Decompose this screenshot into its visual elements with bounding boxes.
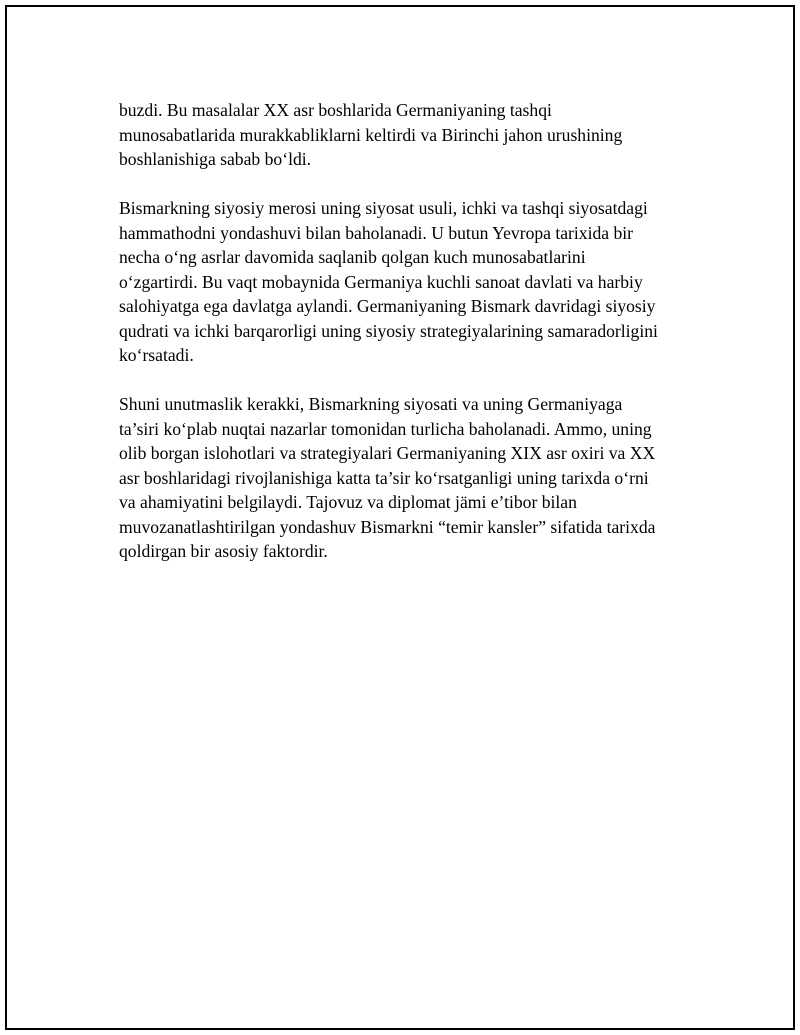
- text-line: asr boshlaridagi rivojlanishiga katta ta’sir ko‘rsatganligi uning tarixda o‘rni: [119, 467, 649, 488]
- paragraph-2: [119, 196, 709, 368]
- paragraph-3: [119, 392, 709, 564]
- text-line: boshlanishiga sabab bo‘ldi.: [119, 149, 312, 169]
- text-line: munosabatlarida murakkabliklarni keltirdi va Birinchi jahon urushining: [119, 124, 623, 145]
- text-line: salohiyatga ega davlatga aylandi. Germaniyaning Bismark davridagi siyosiy: [119, 296, 656, 316]
- document-body: [119, 98, 709, 588]
- text-line: muvozanatlashtirilgan yondashuv Bismarkni “temir kansler” sifatida tarixda: [119, 516, 656, 537]
- text-line: ko‘rsatadi.: [119, 345, 194, 365]
- text-line: o‘zgartirdi. Bu vaqt mobaynida Germaniya kuchli sanoat davlati va harbiy: [119, 271, 643, 292]
- paragraph-1: [119, 98, 709, 172]
- text-line: Shuni unutmaslik kerakki, Bismarkning siyosati va uning Germaniyaga: [119, 394, 623, 414]
- text-line: olib borgan islohotlari va strategiyalari Germaniyaning XIX asr oxiri va XX: [119, 443, 656, 463]
- text-line: qudrati va ichki barqarorligi uning siyosiy strategiyalarining samaradorligini: [119, 320, 658, 341]
- text-line: buzdi. Bu masalalar XX asr boshlarida Germaniyaning tashqi: [119, 100, 552, 120]
- document-page: [5, 5, 795, 1030]
- text-line: necha o‘ng asrlar davomida saqlanib qolgan kuch munosabatlarini: [119, 247, 586, 267]
- text-line: Bismarkning siyosiy merosi uning siyosat usuli, ichki va tashqi siyosatdagi: [119, 198, 648, 218]
- text-line: va ahamiyatini belgilaydi. Tajovuz va diplomat jämi e’tibor bilan: [119, 492, 577, 512]
- text-line: ta’siri ko‘plab nuqtai nazarlar tomonidan turlicha baholanadi. Ammo, uning: [119, 418, 652, 439]
- text-line: qoldirgan bir asosiy faktordir.: [119, 541, 328, 561]
- text-line: hammathodni yondashuvi bilan baholanadi. U butun Yevropa tarixida bir: [119, 222, 634, 243]
